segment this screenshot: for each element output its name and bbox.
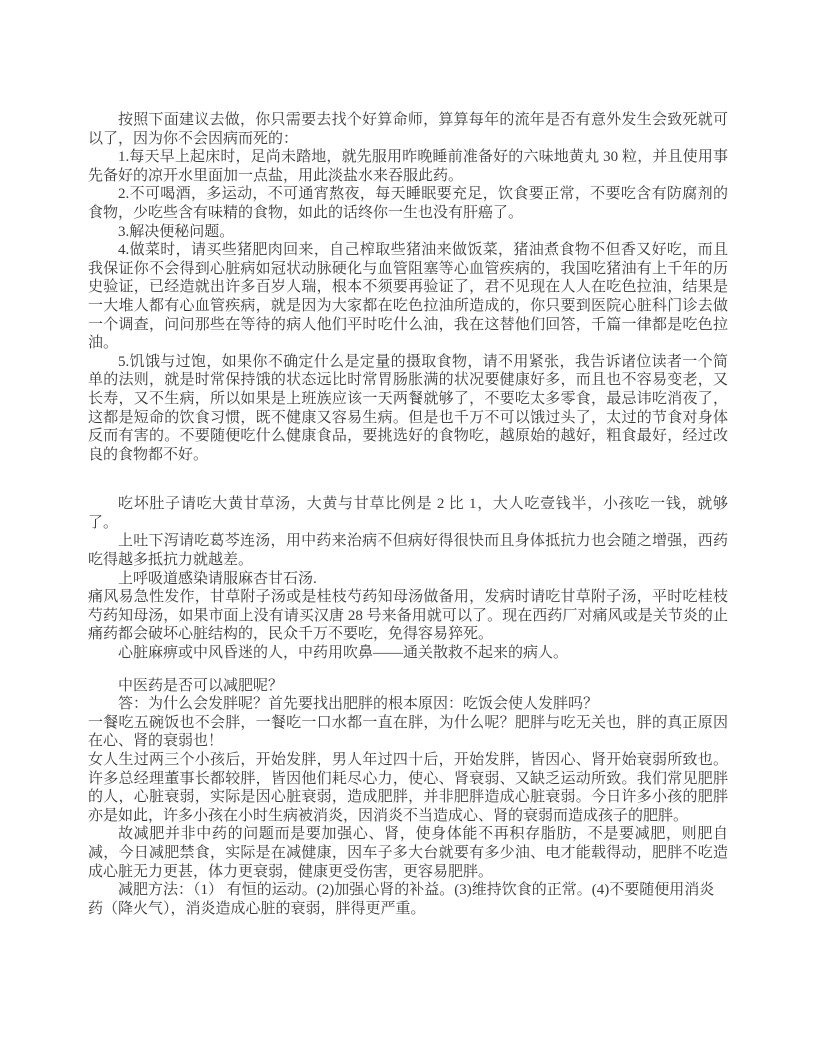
paragraph: 按照下面建议去做，你只需要去找个好算命师，算算每年的流年是否有意外发生会致死就可以了，因为你不会因病而死的：: [88, 112, 728, 147]
paragraph: 上呼吸道感染请服麻杏甘石汤.: [118, 570, 317, 587]
paragraph: 女人生过两三个小孩后，开始发胖，男人年过四十后，开始发胖，皆因心、肾开始衰弱所致也。许多总经理董事长都较胖，皆因他们耗尽心力，使心、肾衰弱、又缺乏运动所致。我们常见肥胖的人，心脏衰弱，实际是因心脏衰弱，造成肥胖，并非肥胖造成心脏衰弱。今日许多小孩的肥胖亦是如此，许多小孩在小时生病被消炎，因消炎不当造成心、肾的衰弱而造成孩子的肥胖。: [88, 752, 728, 824]
paragraph: 2.不可喝酒，多运动，不可通宵熬夜，每天睡眠要充足，饮食要正常，不要吃含有防腐剂的食物，少吃些含有味精的食物，如此的话终你一生也没有肝癌了。: [88, 186, 728, 221]
paragraph: 药（降火气），消炎造成心脏的衰弱，胖得更严重。: [88, 900, 426, 917]
document-body: [88, 111, 728, 918]
section-health-advice: [88, 111, 728, 464]
paragraph: 5.饥饿与过饱，如果你不确定什么是定量的摄取食物，请不用紧张，我告诉诸位读者一个简单的法则，就是时常保持饿的状态远比时常胃肠胀满的状况要健康好多，而且也不容易变老，又长寿，又不生病，所以如果是上班族应该一天两餐就够了，不要吃太多零食，最忌讳吃消夜了，这都是短命的饮食习惯，既不健康又容易生病。但是也千万不可以饿过头了，太过的节食对身体反而有害的。不要随便吃什么健康食品，要挑选好的食物吃，越原始的越好，粗食最好，经过改良的食物都不好。: [88, 353, 728, 463]
paragraph: 上吐下泻请吃葛芩连汤，用中药来治病不但病好得很快而且身体抵抗力也会随之增强，西药吃得越多抵抗力就越差。: [88, 533, 728, 569]
paragraph: 减肥方法：（1） 有恒的运动。(2)加强心肾的补益。(3)维持饮食的正常。(4)不要随便用消炎: [118, 882, 715, 899]
paragraph: 1.每天早上起床时，足尚未踏地，就先服用昨晚睡前准备好的六味地黄丸 30 粒，并且使用事先备好的凉开水里面加一点盐，用此淡盐水来吞服此药。: [88, 149, 728, 184]
paragraph: 4.做菜时，请买些猪肥肉回来，自己榨取些猪油来做饭菜，猪油煮食物不但香又好吃，而且我保证你不会得到心脏病如冠状动脉硬化与血管阻塞等心血管疾病的，我国吃猪油有上千年的历史验证，已经造就出许多百岁人瑞，根本不须要再验证了，君不见现在人人在吃色拉油，结果是一大堆人都有心血管疾病，就是因为大家都在吃色拉油所造成的，你只要到医院心脏科门诊去做一个调查，问问那些在等待的病人他们平时吃什么油，我在这替他们回答，千篇一律都是吃色拉油。: [88, 242, 728, 352]
paragraph: 中医药是否可以减肥呢？: [118, 677, 284, 694]
paragraph: 心脏麻痹或中风昏迷的人，中药用吹鼻——通关散救不起来的病人。: [118, 645, 569, 662]
paragraph: 痛风易急性发作，甘草附子汤或是桂枝芍药知母汤做备用，发病时请吃甘草附子汤，平时吃桂枝芍药知母汤，如果市面上没有请买汉唐 28 号来备用就可以了。现在西药厂对痛风或是关节炎的止痛药都会破坏心脏结构的，民众千万不要吃，免得容易猝死。: [88, 589, 728, 643]
paragraph: 答：为什么会发胖呢？首先要找出肥胖的根本原因：吃饭会使人发胖吗？: [118, 696, 599, 713]
paragraph: 3.解决便秘问题。: [118, 223, 235, 240]
paragraph: 一餐吃五碗饭也不会胖，一餐吃一口水都一直在胖，为什么呢？肥胖与吃无关也，胖的真正原因在心、肾的衰弱也！: [88, 714, 728, 750]
paragraph: 故减肥并非中药的问题而是要加强心、肾，使身体能不再积存脂肪，不是要减肥，则肥自减，今日减肥禁食，实际是在减健康，因车子多大台就要有多少油、电才能载得动，肥胖不吃造成心脏无力更甚，体力更衰弱，健康更受伤害，更容易肥胖。: [88, 826, 728, 880]
section-weight-loss-qa: [88, 677, 728, 919]
section-herbal-remedies: [88, 495, 728, 662]
paragraph: 吃坏肚子请吃大黄甘草汤，大黄与甘草比例是 2 比 1，大人吃壹钱半，小孩吃一钱，就够了。: [88, 496, 728, 531]
